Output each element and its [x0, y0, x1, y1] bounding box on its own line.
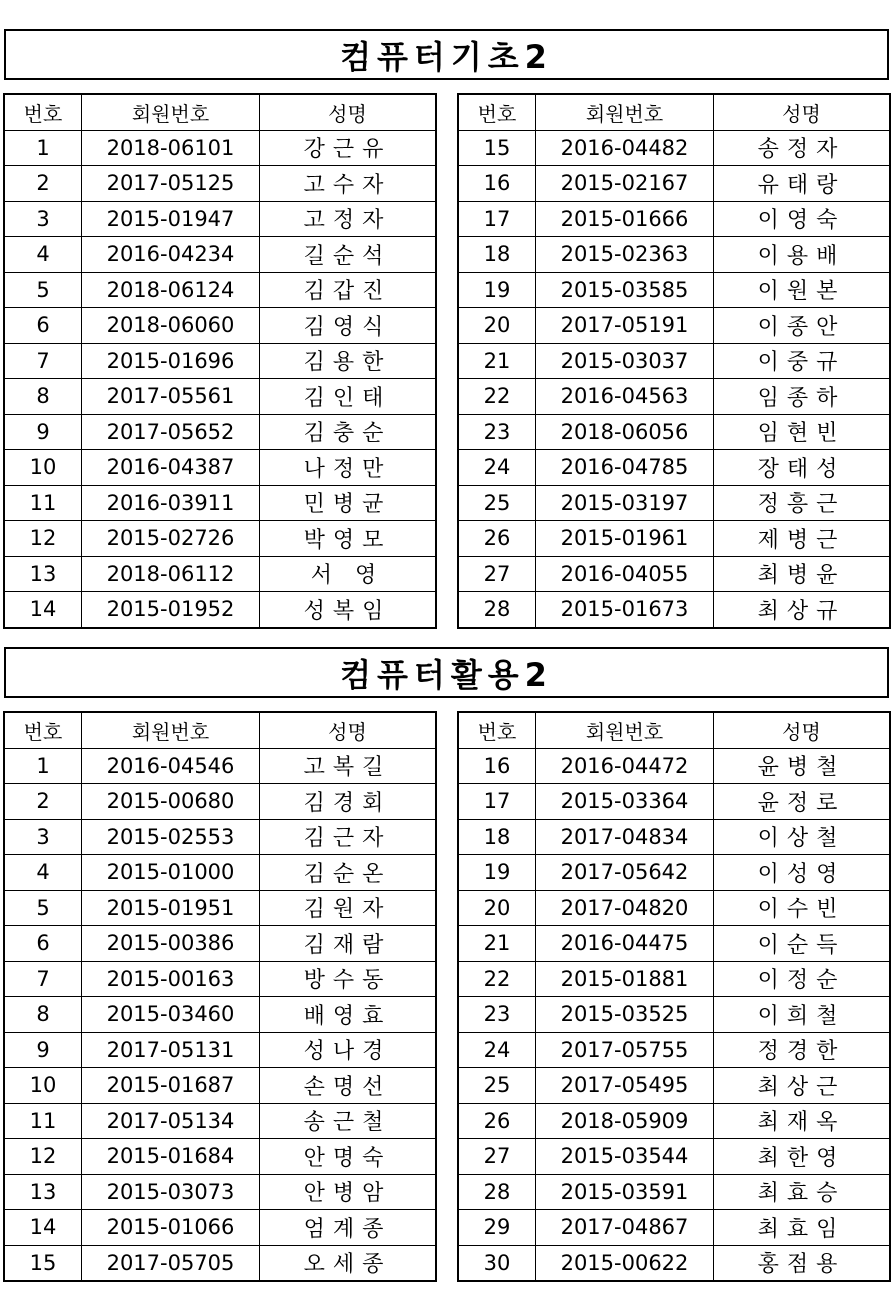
cell-number: 14 [5, 592, 82, 628]
cell-member-id: 2015-01673 [536, 592, 714, 628]
cell-name: 박영모 [260, 521, 436, 557]
table-row [459, 556, 890, 592]
cell-member-id: 2017-05561 [82, 379, 260, 415]
table-row [459, 130, 890, 166]
cell-member-id: 2016-04482 [536, 130, 714, 166]
cell-name: 이정순 [714, 961, 890, 997]
table-row [459, 748, 890, 784]
cell-name: 송근철 [260, 1103, 436, 1139]
cell-member-id: 2018-06112 [82, 556, 260, 592]
table-row [5, 556, 436, 592]
cell-member-id: 2015-01947 [82, 201, 260, 237]
table-row [459, 450, 890, 486]
cell-number: 15 [5, 1245, 82, 1281]
header-name: 성명 [714, 95, 890, 131]
header-row [5, 95, 436, 131]
header-row [459, 713, 890, 749]
table-row [459, 308, 890, 344]
header-number: 번호 [5, 95, 82, 131]
header-member-id: 회원번호 [82, 95, 260, 131]
cell-number: 22 [459, 379, 536, 415]
cell-member-id: 2015-02363 [536, 237, 714, 273]
cell-name: 제병근 [714, 521, 890, 557]
cell-member-id: 2018-05909 [536, 1103, 714, 1139]
cell-member-id: 2017-05134 [82, 1103, 260, 1139]
cell-member-id: 2018-06056 [536, 414, 714, 450]
table-row [5, 1245, 436, 1281]
cell-member-id: 2018-06101 [82, 130, 260, 166]
roster-table-left [4, 94, 436, 628]
cell-name: 이종안 [714, 308, 890, 344]
table-row [5, 926, 436, 962]
cell-member-id: 2015-03364 [536, 784, 714, 820]
cell-member-id: 2015-02167 [536, 166, 714, 202]
cell-member-id: 2015-00163 [82, 961, 260, 997]
cell-name: 오세종 [260, 1245, 436, 1281]
cell-member-id: 2015-02553 [82, 819, 260, 855]
cell-number: 17 [459, 784, 536, 820]
table-row [459, 1174, 890, 1210]
cell-name: 김충순 [260, 414, 436, 450]
cell-number: 25 [459, 485, 536, 521]
cell-number: 13 [5, 1174, 82, 1210]
cell-number: 21 [459, 343, 536, 379]
cell-number: 20 [459, 890, 536, 926]
cell-member-id: 2015-01066 [82, 1210, 260, 1246]
cell-name: 고정자 [260, 201, 436, 237]
cell-name: 최재옥 [714, 1103, 890, 1139]
table-row [5, 308, 436, 344]
table-row [5, 784, 436, 820]
cell-number: 3 [5, 819, 82, 855]
table-row [5, 1210, 436, 1246]
cell-number: 6 [5, 926, 82, 962]
cell-number: 1 [5, 130, 82, 166]
cell-member-id: 2015-03460 [82, 997, 260, 1033]
cell-member-id: 2015-01687 [82, 1068, 260, 1104]
table-row [5, 379, 436, 415]
header-number: 번호 [5, 713, 82, 749]
cell-name: 나정만 [260, 450, 436, 486]
cell-number: 12 [5, 1139, 82, 1175]
cell-name: 엄계종 [260, 1210, 436, 1246]
table-row [5, 521, 436, 557]
table-row [459, 784, 890, 820]
header-member-id: 회원번호 [536, 713, 714, 749]
cell-number: 23 [459, 414, 536, 450]
table-row [5, 237, 436, 273]
cell-name: 최상근 [714, 1068, 890, 1104]
cell-name: 김영식 [260, 308, 436, 344]
cell-number: 24 [459, 1032, 536, 1068]
cell-member-id: 2015-03585 [536, 272, 714, 308]
cell-member-id: 2016-04785 [536, 450, 714, 486]
cell-name: 안명숙 [260, 1139, 436, 1175]
table-row [5, 130, 436, 166]
cell-member-id: 2015-01684 [82, 1139, 260, 1175]
cell-member-id: 2015-01881 [536, 961, 714, 997]
table-row [459, 485, 890, 521]
cell-member-id: 2017-05125 [82, 166, 260, 202]
table-row [459, 1103, 890, 1139]
table-row [459, 166, 890, 202]
cell-name: 장태성 [714, 450, 890, 486]
table-row [5, 485, 436, 521]
cell-name: 성나경 [260, 1032, 436, 1068]
cell-name: 윤병철 [714, 748, 890, 784]
cell-number: 15 [459, 130, 536, 166]
cell-member-id: 2017-05652 [82, 414, 260, 450]
cell-name: 김재람 [260, 926, 436, 962]
cell-member-id: 2017-05755 [536, 1032, 714, 1068]
cell-number: 2 [5, 166, 82, 202]
cell-name: 홍점용 [714, 1245, 890, 1281]
cell-member-id: 2017-05131 [82, 1032, 260, 1068]
cell-name: 김인태 [260, 379, 436, 415]
cell-number: 25 [459, 1068, 536, 1104]
table-row [5, 1068, 436, 1104]
cell-name: 이순득 [714, 926, 890, 962]
cell-name: 이수빈 [714, 890, 890, 926]
table-row [5, 272, 436, 308]
table-row [5, 450, 436, 486]
cell-number: 8 [5, 997, 82, 1033]
table-row [459, 961, 890, 997]
cell-number: 18 [459, 237, 536, 273]
cell-name: 김원자 [260, 890, 436, 926]
cell-name: 고복길 [260, 748, 436, 784]
cell-member-id: 2017-04867 [536, 1210, 714, 1246]
table-row [5, 819, 436, 855]
cell-member-id: 2015-01951 [82, 890, 260, 926]
table-row [459, 1210, 890, 1246]
cell-number: 2 [5, 784, 82, 820]
cell-number: 27 [459, 1139, 536, 1175]
table-row [5, 997, 436, 1033]
cell-member-id: 2017-05191 [536, 308, 714, 344]
cell-name: 이성영 [714, 855, 890, 891]
cell-name: 서 영 [260, 556, 436, 592]
cell-number: 17 [459, 201, 536, 237]
cell-member-id: 2017-04820 [536, 890, 714, 926]
cell-name: 배영효 [260, 997, 436, 1033]
table-row [5, 748, 436, 784]
cell-number: 13 [5, 556, 82, 592]
cell-name: 방수동 [260, 961, 436, 997]
cell-number: 21 [459, 926, 536, 962]
table-row [459, 343, 890, 379]
cell-member-id: 2016-04563 [536, 379, 714, 415]
cell-member-id: 2016-04387 [82, 450, 260, 486]
header-row [5, 713, 436, 749]
cell-member-id: 2015-03591 [536, 1174, 714, 1210]
cell-number: 5 [5, 890, 82, 926]
cell-member-id: 2018-06060 [82, 308, 260, 344]
cell-member-id: 2015-03073 [82, 1174, 260, 1210]
table-row [459, 819, 890, 855]
cell-member-id: 2015-02726 [82, 521, 260, 557]
cell-number: 16 [459, 748, 536, 784]
cell-member-id: 2015-03197 [536, 485, 714, 521]
table-row [5, 201, 436, 237]
cell-number: 7 [5, 343, 82, 379]
cell-member-id: 2018-06124 [82, 272, 260, 308]
table-row [459, 272, 890, 308]
cell-member-id: 2015-01952 [82, 592, 260, 628]
cell-name: 이원본 [714, 272, 890, 308]
cell-name: 김갑진 [260, 272, 436, 308]
cell-member-id: 2015-01961 [536, 521, 714, 557]
section-title: 컴퓨터기초2 [4, 29, 889, 80]
cell-name: 유태랑 [714, 166, 890, 202]
table-row [459, 592, 890, 628]
table-row [5, 1032, 436, 1068]
table-row [5, 592, 436, 628]
table-row [5, 343, 436, 379]
cell-number: 26 [459, 521, 536, 557]
cell-number: 7 [5, 961, 82, 997]
cell-name: 김경회 [260, 784, 436, 820]
table-row [459, 1068, 890, 1104]
table-row [459, 926, 890, 962]
table-row [459, 890, 890, 926]
cell-member-id: 2015-00680 [82, 784, 260, 820]
cell-name: 김용한 [260, 343, 436, 379]
cell-name: 민병균 [260, 485, 436, 521]
cell-name: 정흥근 [714, 485, 890, 521]
cell-member-id: 2016-04472 [536, 748, 714, 784]
cell-number: 8 [5, 379, 82, 415]
header-name: 성명 [260, 95, 436, 131]
cell-number: 24 [459, 450, 536, 486]
header-name: 성명 [714, 713, 890, 749]
cell-member-id: 2017-04834 [536, 819, 714, 855]
cell-member-id: 2015-01666 [536, 201, 714, 237]
section-title: 컴퓨터활용2 [4, 647, 889, 698]
cell-member-id: 2015-01000 [82, 855, 260, 891]
cell-number: 10 [5, 450, 82, 486]
cell-name: 최병윤 [714, 556, 890, 592]
cell-name: 이용배 [714, 237, 890, 273]
table-row [459, 201, 890, 237]
table-row [459, 1245, 890, 1281]
header-member-id: 회원번호 [536, 95, 714, 131]
cell-number: 3 [5, 201, 82, 237]
cell-name: 손명선 [260, 1068, 436, 1104]
cell-name: 최한영 [714, 1139, 890, 1175]
cell-name: 안병암 [260, 1174, 436, 1210]
cell-name: 길순석 [260, 237, 436, 273]
table-row [5, 961, 436, 997]
table-row [459, 414, 890, 450]
table-row [5, 166, 436, 202]
cell-number: 5 [5, 272, 82, 308]
cell-number: 9 [5, 1032, 82, 1068]
cell-number: 1 [5, 748, 82, 784]
cell-number: 9 [5, 414, 82, 450]
cell-name: 최효임 [714, 1210, 890, 1246]
header-name: 성명 [260, 713, 436, 749]
cell-number: 26 [459, 1103, 536, 1139]
cell-member-id: 2017-05705 [82, 1245, 260, 1281]
cell-member-id: 2015-00386 [82, 926, 260, 962]
cell-member-id: 2015-03544 [536, 1139, 714, 1175]
cell-name: 이영숙 [714, 201, 890, 237]
header-number: 번호 [459, 713, 536, 749]
table-row [5, 1139, 436, 1175]
cell-number: 23 [459, 997, 536, 1033]
cell-member-id: 2016-04234 [82, 237, 260, 273]
cell-name: 송정자 [714, 130, 890, 166]
cell-member-id: 2017-05495 [536, 1068, 714, 1104]
cell-member-id: 2016-04475 [536, 926, 714, 962]
cell-number: 30 [459, 1245, 536, 1281]
cell-number: 19 [459, 272, 536, 308]
cell-member-id: 2016-04546 [82, 748, 260, 784]
cell-number: 6 [5, 308, 82, 344]
header-member-id: 회원번호 [82, 713, 260, 749]
cell-number: 14 [5, 1210, 82, 1246]
header-row [459, 95, 890, 131]
table-row [459, 1032, 890, 1068]
cell-member-id: 2015-03037 [536, 343, 714, 379]
roster-table-right [458, 94, 890, 628]
table-row [459, 521, 890, 557]
cell-name: 이희철 [714, 997, 890, 1033]
cell-name: 임현빈 [714, 414, 890, 450]
cell-number: 10 [5, 1068, 82, 1104]
cell-name: 김근자 [260, 819, 436, 855]
cell-member-id: 2016-04055 [536, 556, 714, 592]
cell-member-id: 2015-03525 [536, 997, 714, 1033]
cell-name: 정경한 [714, 1032, 890, 1068]
cell-number: 16 [459, 166, 536, 202]
cell-number: 27 [459, 556, 536, 592]
table-row [5, 1174, 436, 1210]
cell-number: 28 [459, 592, 536, 628]
cell-number: 12 [5, 521, 82, 557]
cell-number: 22 [459, 961, 536, 997]
roster-table-right [458, 712, 890, 1281]
roster-table-left [4, 712, 436, 1281]
cell-name: 고수자 [260, 166, 436, 202]
cell-number: 18 [459, 819, 536, 855]
cell-name: 김순온 [260, 855, 436, 891]
cell-name: 성복임 [260, 592, 436, 628]
cell-member-id: 2016-03911 [82, 485, 260, 521]
table-row [5, 414, 436, 450]
cell-name: 이상철 [714, 819, 890, 855]
cell-number: 4 [5, 237, 82, 273]
cell-number: 11 [5, 485, 82, 521]
cell-number: 29 [459, 1210, 536, 1246]
cell-member-id: 2017-05642 [536, 855, 714, 891]
header-number: 번호 [459, 95, 536, 131]
table-row [5, 1103, 436, 1139]
cell-number: 20 [459, 308, 536, 344]
cell-member-id: 2015-00622 [536, 1245, 714, 1281]
table-row [5, 855, 436, 891]
cell-name: 이중규 [714, 343, 890, 379]
table-row [459, 855, 890, 891]
table-row [459, 997, 890, 1033]
cell-number: 19 [459, 855, 536, 891]
cell-number: 11 [5, 1103, 82, 1139]
table-row [5, 890, 436, 926]
cell-number: 28 [459, 1174, 536, 1210]
cell-name: 윤정로 [714, 784, 890, 820]
table-row [459, 237, 890, 273]
table-row [459, 1139, 890, 1175]
cell-name: 강근유 [260, 130, 436, 166]
cell-name: 최효승 [714, 1174, 890, 1210]
cell-name: 임종하 [714, 379, 890, 415]
cell-number: 4 [5, 855, 82, 891]
cell-member-id: 2015-01696 [82, 343, 260, 379]
table-row [459, 379, 890, 415]
cell-name: 최상규 [714, 592, 890, 628]
